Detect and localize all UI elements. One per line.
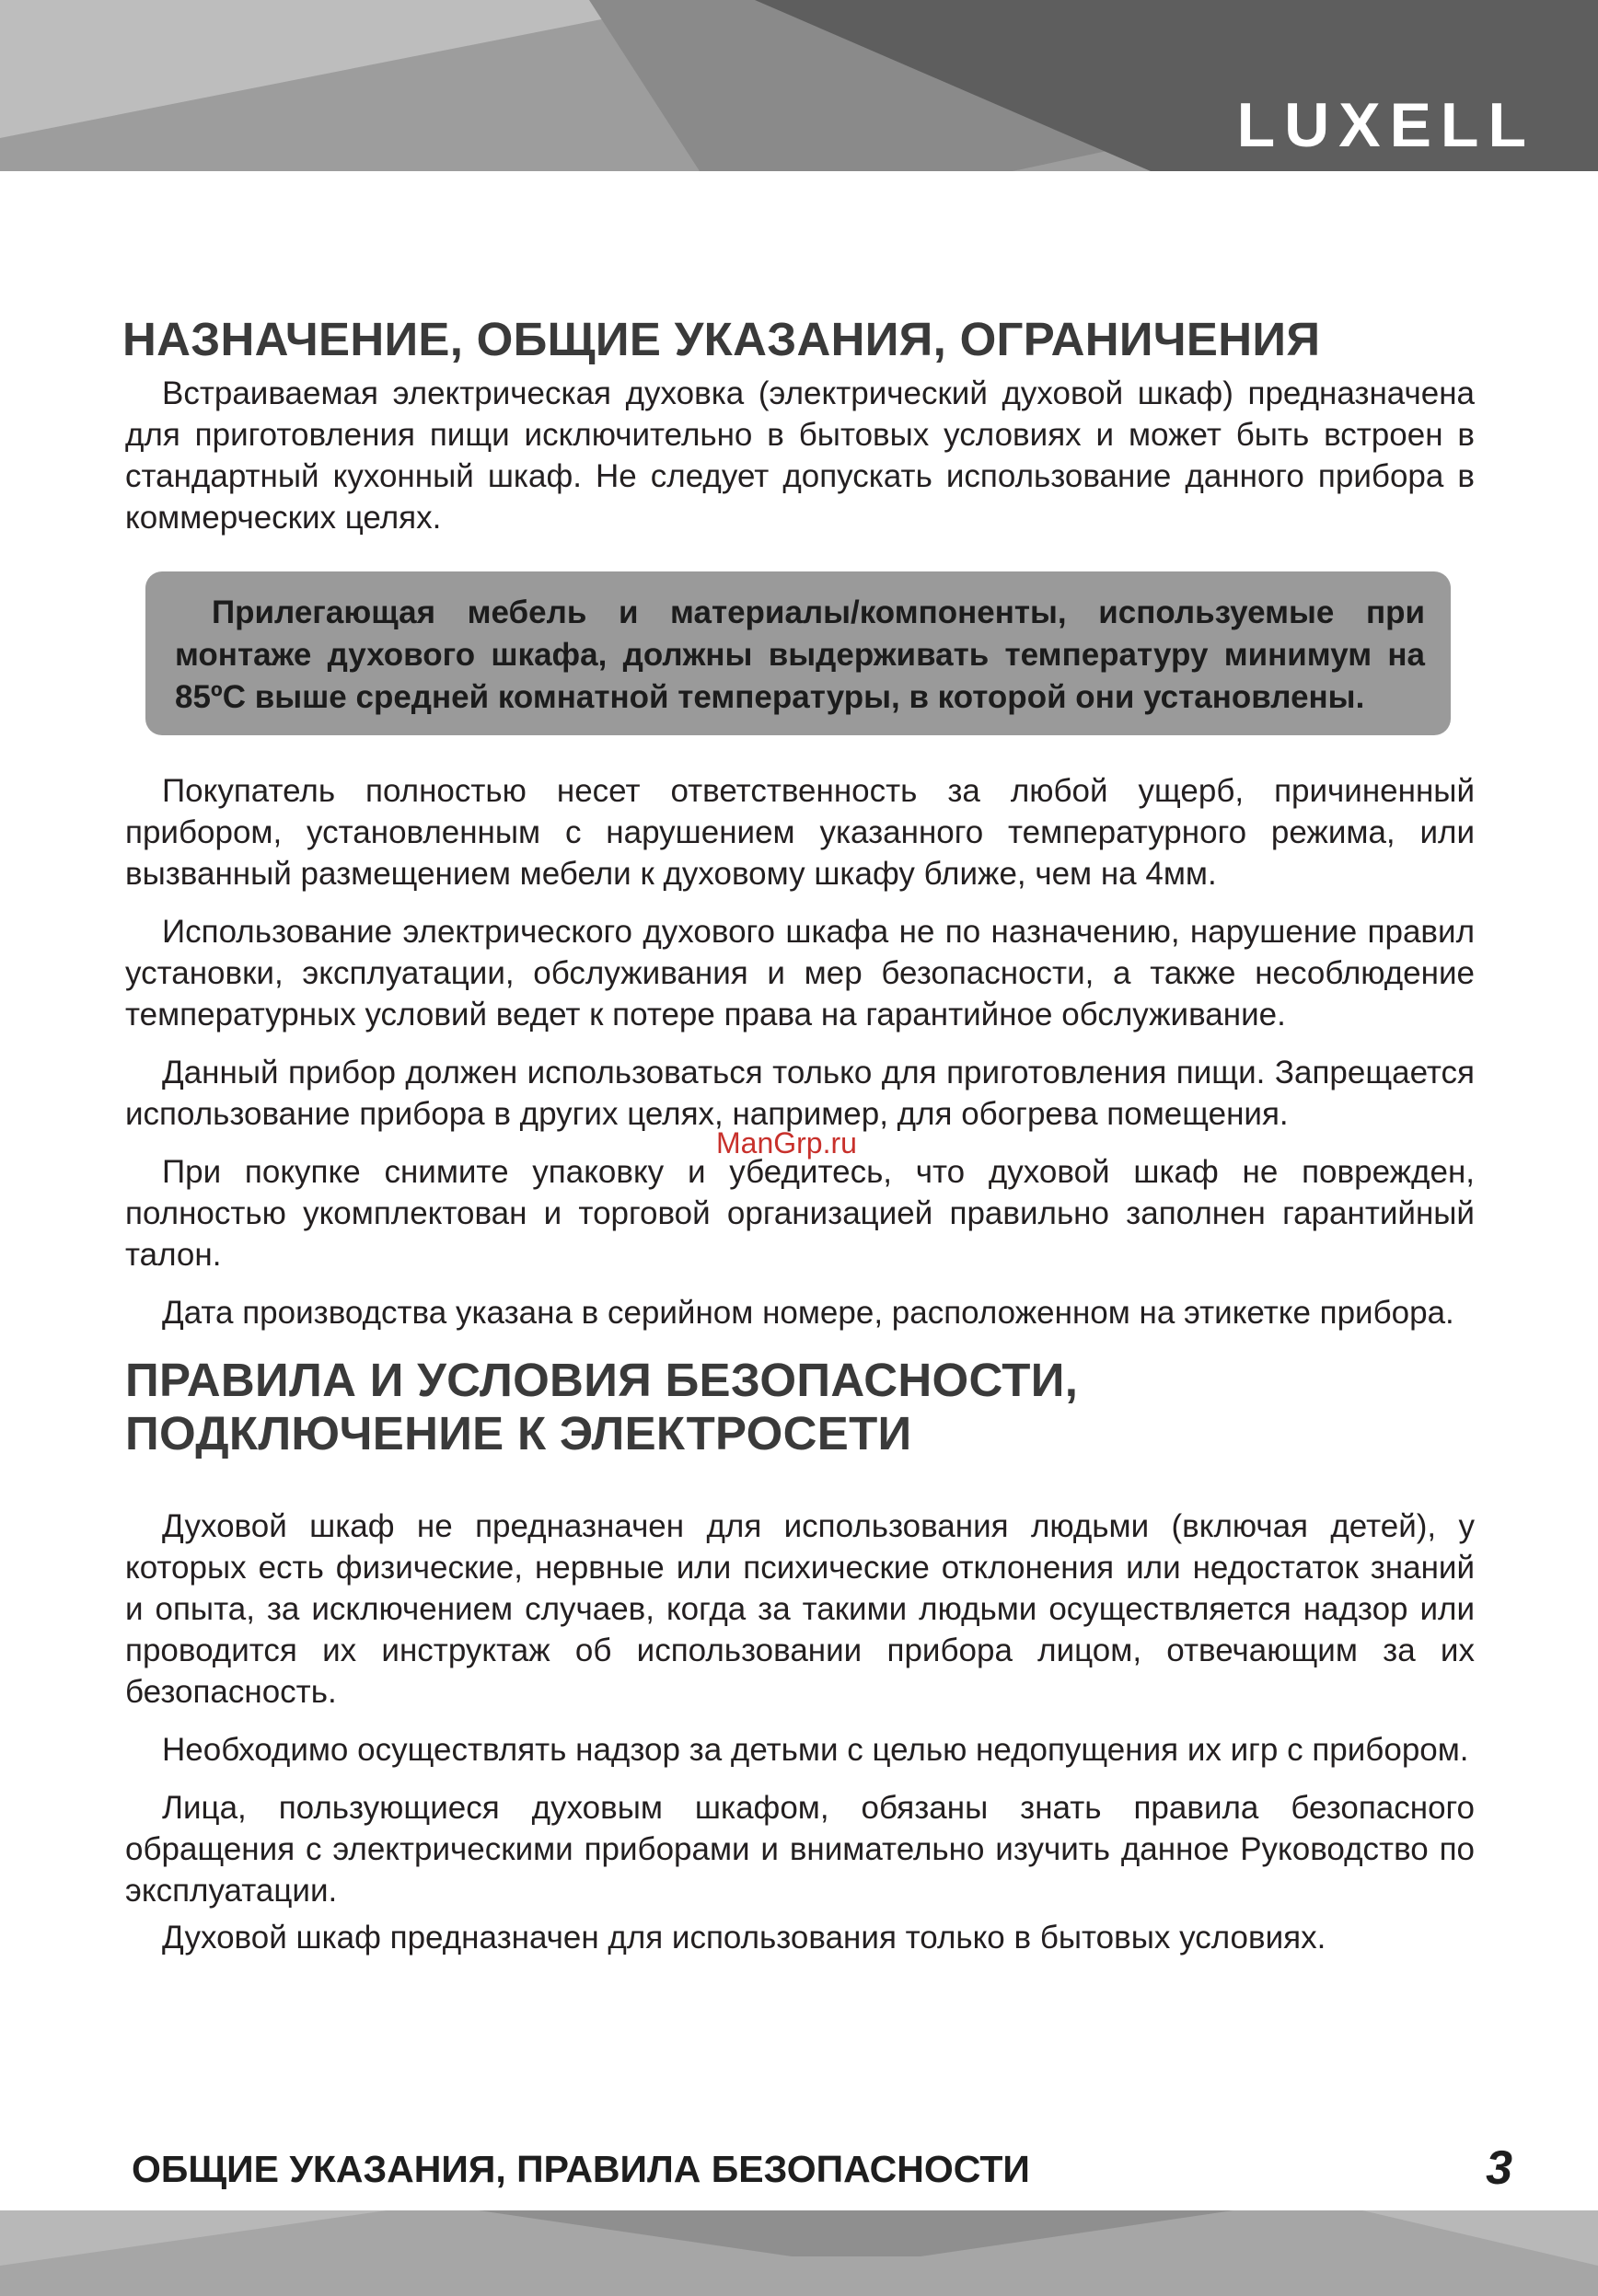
watermark: ManGrp.ru (716, 1126, 857, 1160)
page-number: 3 (1486, 2141, 1512, 2195)
paragraph-intro: Встраиваемая электрическая духовка (электрический духовой шкаф) предназначена для приготовления пищи исключительно в бытовых условиях и может быть встроен в стандартный кухонный шкаф. Не следует допускать использование данного прибора в коммерческих целях. (125, 375, 1475, 536)
footer-band (0, 2210, 1598, 2296)
temperature-notice-box (145, 571, 1451, 735)
paragraph-production-date: Дата производства указана в серийном номере, расположенном на этикетке прибора. (162, 1294, 1454, 1331)
paragraph-liability: Покупатель полностью несет ответственность за любой ущерб, причиненный прибором, установленным с нарушением указанного температурного режима, или вызванный размещением мебели к духовому шкафу ближе, чем на 4мм. (125, 772, 1475, 892)
safety-title-line2: ПОДКЛЮЧЕНИЕ К ЭЛЕКТРОСЕТИ (125, 1407, 912, 1460)
header-light-triangle (0, 0, 700, 138)
paragraph-household-use: Духовой шкаф предназначен для использования только в бытовых условиях. (162, 1919, 1326, 1956)
brand-logo: LUXELL (1236, 90, 1535, 160)
paragraph-children: Необходимо осуществлять надзор за детьми с целью недопущения их игр с прибором. (162, 1731, 1469, 1768)
paragraph-unpacking: При покупке снимите упаковку и убедитесь, что духовой шкаф не поврежден, полностью укомплектован и торговой организацией правильно заполнен гарантийный талон. (125, 1153, 1475, 1273)
footer-section-title: ОБЩИЕ УКАЗАНИЯ, ПРАВИЛА БЕЗОПАСНОСТИ (132, 2148, 1030, 2190)
paragraph-user-knowledge: Лица, пользующиеся духовым шкафом, обязаны знать правила безопасного обращения с электрическими приборами и внимательно изучить данное Руководство по эксплуатации. (125, 1789, 1475, 1909)
notice-text: Прилегающая мебель и материалы/компоненты, используемые при монтаже духового шкафа, должны выдерживать температуру минимум на 85ºС выше средней комнатной температуры, в которой они установлены. (175, 594, 1425, 715)
safety-title-line1: ПРАВИЛА И УСЛОВИЯ БЕЗОПАСНОСТИ, (125, 1353, 1079, 1406)
footer-decoration (0, 2210, 1598, 2296)
section-title-purpose: НАЗНАЧЕНИЕ, ОБЩИЕ УКАЗАНИЯ, ОГРАНИЧЕНИЯ (122, 313, 1321, 365)
paragraph-supervision: Духовой шкаф не предназначен для использования людьми (включая детей), у которых есть физические, нервные или психические отклонения или недостаток знаний и опыта, за исключением случаев, когда за такими людьми осуществляется надзор или проводится их инструктаж об использовании прибора лицом, отвечающим за их безопасность. (125, 1507, 1475, 1710)
paragraph-usage: Данный прибор должен использоваться только для приготовления пищи. Запрещается использование прибора в других целях, например, для обогрева помещения. (125, 1054, 1475, 1132)
page-header (0, 0, 1598, 171)
paragraph-warranty: Использование электрического духового шкафа не по назначению, нарушение правил установки, эксплуатации, обслуживания и мер безопасности, а также несоблюдение температурных условий ведет к потере права на гарантийное обслуживание. (125, 913, 1475, 1033)
section-title-safety (125, 1354, 1475, 1461)
